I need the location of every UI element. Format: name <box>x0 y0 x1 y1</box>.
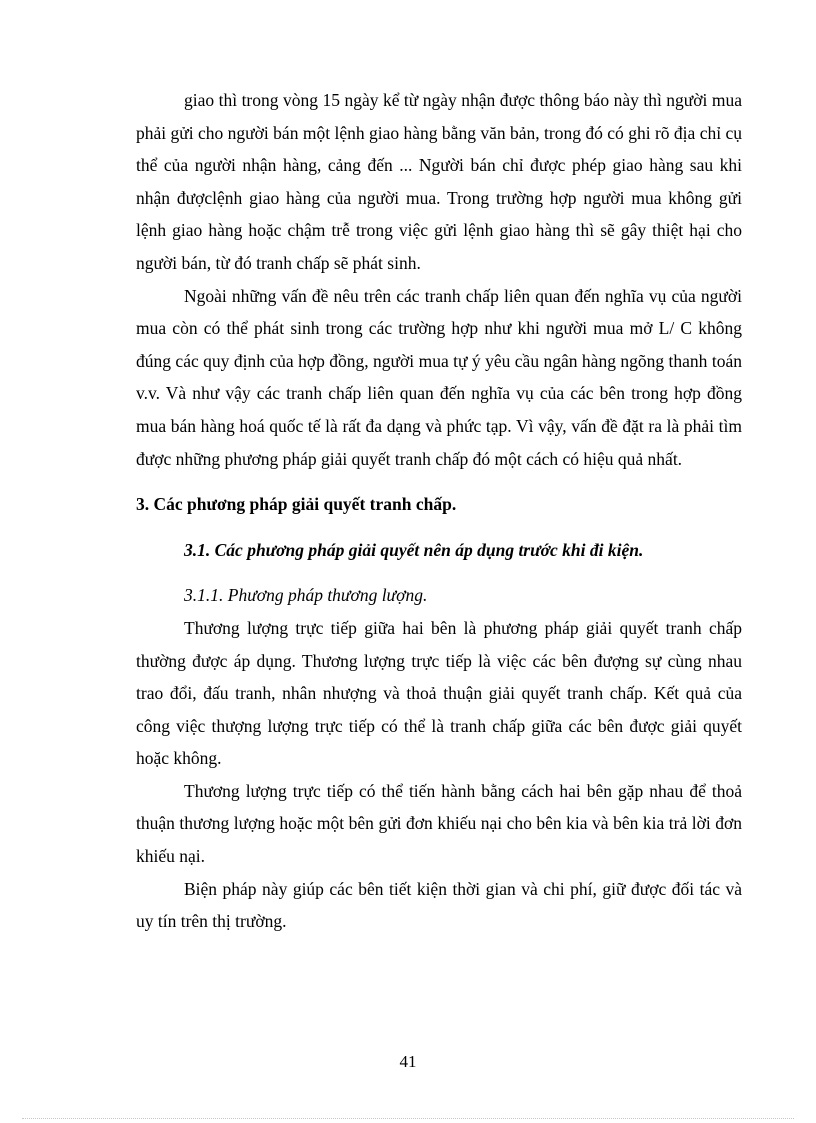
section-heading-3: 3. Các phương pháp giải quyết tranh chấp. <box>136 494 457 515</box>
section-heading-3-1: 3.1. Các phương pháp giải quyết nên áp dụng trước khi đi kiện. <box>184 539 644 560</box>
page-number: 41 <box>399 1052 417 1071</box>
section-heading-3-1-1: 3.1.1. Phương pháp thương lượng. <box>184 585 428 606</box>
paragraph-negotiation-methods: Thương lượng trực tiếp có thể tiến hành bằng cách hai bên gặp nhau để thoả thuận thương lượng hoặc một bên gửi đơn khiếu nại cho bên kia và bên kia trả lời đơn khiếu nại. <box>136 780 742 867</box>
paragraph-negotiation-definition: Thương lượng trực tiếp giữa hai bên là phương pháp giải quyết tranh chấp thường được áp dụng. Thương lượng trực tiếp là việc các bên đượng sự cùng nhau trao đổi, đấu tranh, nhân nhượng và thoả thuận giải quyết tranh chấp. Kết quả của công việc thượng lượng trực tiếp có thể là tranh chấp giữa các bên được giải quyết hoặc không. <box>136 617 742 769</box>
page-bottom-divider <box>22 1118 794 1119</box>
paragraph-delivery-order: giao thì trong vòng 15 ngày kể từ ngày nhận được thông báo này thì người mua phải gửi cho người bán một lệnh giao hàng bằng văn bản, trong đó có ghi rõ địa chỉ cụ thể của người nhận hàng, cảng đến ... Người bán chỉ được phép giao hàng sau khi nhận đượclệnh giao hàng của người mua. Trong trường hợp người mua không gửi lệnh giao hàng hoặc chậm trễ trong việc gửi lệnh giao hàng thì sẽ gây thiệt hại cho người bán, từ đó tranh chấp sẽ phát sinh. <box>136 90 742 273</box>
paragraph-buyer-obligations: Ngoài những vấn đề nêu trên các tranh chấp liên quan đến nghĩa vụ của người mua còn có thể phát sinh trong các trường hợp như khi người mua mở L/ C không đúng các quy định của hợp đồng, người mua tự ý yêu cầu ngân hàng ngõng thanh toán v.v. Và như vậy các tranh chấp liên quan đến nghĩa vụ của các bên trong hợp đồng mua bán hàng hoá quốc tế là rất đa dạng và phức tạp. Vì vậy, vấn đề đặt ra là phải tìm được những phương pháp giải quyết tranh chấp đó một cách có hiệu quả nhất. <box>136 285 742 469</box>
paragraph-negotiation-benefits: Biện pháp này giúp các bên tiết kiện thời gian và chi phí, giữ được đối tác và uy tín trên thị trường. <box>136 878 742 932</box>
page-content <box>136 84 742 938</box>
